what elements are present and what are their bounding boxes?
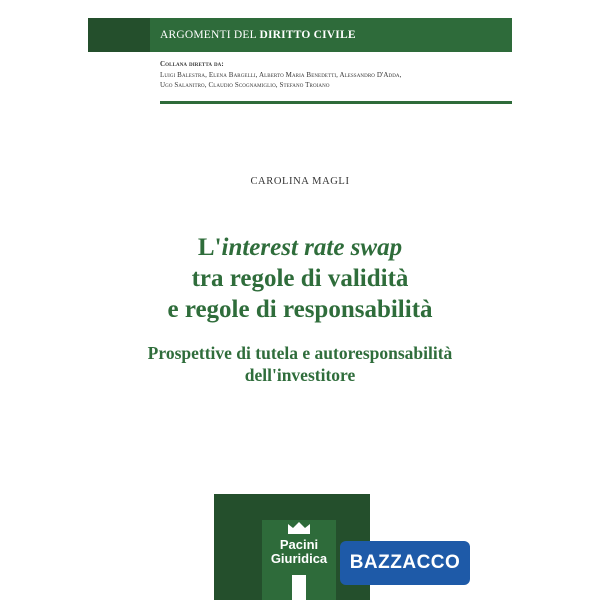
subtitle-line-1: Prospettive di tutela e autoresponsabilità xyxy=(147,343,453,363)
directors-line-1: Luigi Balestra, Elena Bargelli, Alberto Maria Benedetti, Alessandro D'Adda, xyxy=(160,70,402,79)
series-title xyxy=(160,18,356,52)
header-rule xyxy=(160,101,512,104)
series-directors xyxy=(160,59,505,91)
title-line-2: tra regole di validità xyxy=(191,265,409,292)
publisher-name-line-2: Giuridica xyxy=(270,551,328,566)
title-prefix: L' xyxy=(197,234,222,261)
publisher-name xyxy=(264,538,334,566)
title-line-3: e regole di responsabilità xyxy=(167,296,433,323)
directors-line-2: Ugo Salanitro, Claudio Scognamiglio, Stefano Troiano xyxy=(160,81,330,89)
book-title xyxy=(88,232,512,325)
series-title-prefix: ARGOMENTI DEL xyxy=(160,29,260,41)
publisher-notch xyxy=(292,575,306,600)
title-italic: interest rate swap xyxy=(221,234,403,261)
book-author: CAROLINA MAGLI xyxy=(250,176,350,187)
subtitle-line-2: dell'investitore xyxy=(244,365,356,385)
series-band-accent xyxy=(88,18,150,52)
title-line-1 xyxy=(88,232,512,263)
directors-label: Collana diretta da: xyxy=(160,60,224,68)
series-title-bold: DIRITTO CIVILE xyxy=(259,29,356,41)
book-subtitle xyxy=(88,342,512,386)
publisher-name-line-1: Pacini xyxy=(279,537,319,552)
crown-icon xyxy=(286,520,312,534)
bazzacco-badge: BAZZACCO xyxy=(340,541,470,585)
